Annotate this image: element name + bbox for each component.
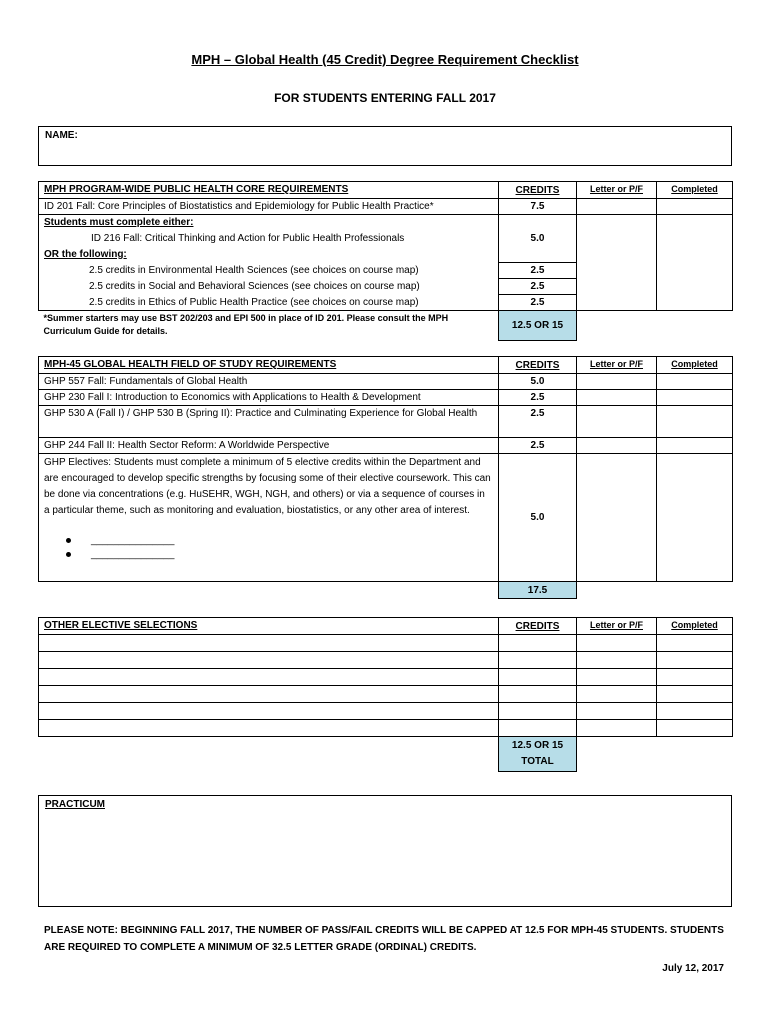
bullet-icon (66, 538, 71, 543)
field-completed-header: Completed (657, 357, 733, 374)
course-ghp530: GHP 530 A (Fall I) / GHP 530 B (Spring II): Practice and Culminating Experience for Global Health (39, 406, 499, 438)
letter-cell[interactable] (577, 703, 657, 720)
other-header: OTHER ELECTIVE SELECTIONS (39, 618, 499, 635)
letter-cell[interactable] (577, 406, 657, 438)
letter-cell[interactable] (577, 199, 657, 215)
letter-cell[interactable] (577, 720, 657, 737)
elective-entry-row[interactable] (39, 703, 499, 720)
letter-cell[interactable] (577, 215, 657, 311)
letter-cell[interactable] (577, 669, 657, 686)
field-credits-header: CREDITS (499, 357, 577, 374)
ghp-electives-text: GHP Electives: Students must complete a minimum of 5 elective credits within the Department and are encouraged to develop specific strengths by focusing some of their elective coursework. This can be done via concentrations (e.g. HuSEHR, WGH, NGH, and others) or via a sequence of courses in a particular theme, such as monitoring and evaluation, biostatistics, or any other area of interest. (44, 457, 491, 516)
completed-cell[interactable] (657, 720, 733, 737)
practicum-box[interactable] (38, 795, 732, 907)
course-ghp557: GHP 557 Fall: Fundamentals of Global Health (39, 374, 499, 390)
document-title: MPH – Global Health (45 Credit) Degree Requirement Checklist (191, 52, 579, 67)
letter-cell[interactable] (577, 635, 657, 652)
elective-blank-line: _______________ (91, 534, 175, 546)
core-total: 12.5 OR 15 (499, 311, 577, 341)
or-following-label: OR the following: (39, 247, 499, 263)
elective-entry-row[interactable] (39, 635, 499, 652)
field-header: MPH-45 GLOBAL HEALTH FIELD OF STUDY REQUIREMENTS (39, 357, 499, 374)
completed-cell[interactable] (657, 703, 733, 720)
course-id216: ID 216 Fall: Critical Thinking and Action for Public Health Professionals (39, 231, 499, 247)
completed-cell[interactable] (657, 686, 733, 703)
document-date: July 12, 2017 (662, 963, 724, 974)
credits-ghp530: 2.5 (499, 406, 577, 438)
elective-blank-line: _______________ (91, 548, 175, 560)
letter-cell[interactable] (577, 652, 657, 669)
please-note: PLEASE NOTE: BEGINNING FALL 2017, THE NUMBER OF PASS/FAIL CREDITS WILL BE CAPPED AT 12.5 FOR MPH-45 STUDENTS. STUDENTS ARE REQUIRED TO COMPLETE A MINIMUM OF 32.5 LETTER GRADE (ORDINAL) CREDITS. (44, 925, 724, 953)
credits-cell[interactable] (499, 703, 577, 720)
credits-cell[interactable] (499, 652, 577, 669)
name-box[interactable] (38, 126, 732, 166)
practicum-label: PRACTICUM (45, 799, 105, 810)
other-electives-table (38, 617, 733, 772)
credits-ghp230: 2.5 (499, 390, 577, 406)
completed-cell[interactable] (657, 390, 733, 406)
credits-ghp244: 2.5 (499, 438, 577, 454)
credits-cell[interactable] (499, 669, 577, 686)
elective-entry-row[interactable] (39, 669, 499, 686)
letter-cell[interactable] (577, 454, 657, 582)
option-ethics: 2.5 credits in Ethics of Public Health Practice (see choices on course map) (39, 295, 499, 311)
credits-id201: 7.5 (499, 199, 577, 215)
completed-cell[interactable] (657, 438, 733, 454)
field-total: 17.5 (499, 582, 577, 599)
credits-option3: 2.5 (499, 295, 577, 311)
letter-cell[interactable] (577, 390, 657, 406)
elective-entry-row[interactable] (39, 652, 499, 669)
completed-cell[interactable] (657, 215, 733, 311)
summer-note: *Summer starters may use BST 202/203 and EPI 500 in place of ID 201. Please consult the MPH Curriculum Guide for details. (43, 313, 449, 336)
other-credits-header: CREDITS (499, 618, 577, 635)
other-completed-header: Completed (657, 618, 733, 635)
course-ghp230: GHP 230 Fall I: Introduction to Economics with Applications to Health & Development (39, 390, 499, 406)
must-complete-label: Students must complete either: (39, 215, 499, 231)
credits-cell[interactable] (499, 686, 577, 703)
credits-option1: 2.5 (499, 263, 577, 279)
elective-entry-row[interactable] (39, 720, 499, 737)
credits-cell[interactable] (499, 635, 577, 652)
credits-cell[interactable] (499, 720, 577, 737)
letter-cell[interactable] (577, 374, 657, 390)
completed-cell[interactable] (657, 652, 733, 669)
name-label: NAME: (45, 130, 78, 141)
credits-electives: 5.0 (499, 454, 577, 582)
credits-id216: 5.0 (499, 215, 577, 263)
core-completed-header: Completed (657, 182, 733, 199)
core-requirements-table (38, 181, 733, 341)
elective-blank-2[interactable] (44, 547, 493, 561)
bullet-icon (66, 552, 71, 557)
core-header: MPH PROGRAM-WIDE PUBLIC HEALTH CORE REQUIREMENTS (39, 182, 499, 199)
elective-blank-1[interactable] (44, 533, 493, 547)
completed-cell[interactable] (657, 669, 733, 686)
field-requirements-table (38, 356, 733, 599)
course-id201: ID 201 Fall: Core Principles of Biostatistics and Epidemiology for Public Health Practice* (39, 199, 499, 215)
completed-cell[interactable] (657, 374, 733, 390)
option-environmental: 2.5 credits in Environmental Health Sciences (see choices on course map) (39, 263, 499, 279)
completed-cell[interactable] (657, 635, 733, 652)
letter-cell[interactable] (577, 438, 657, 454)
completed-cell[interactable] (657, 199, 733, 215)
completed-cell[interactable] (657, 406, 733, 438)
other-total-label: TOTAL (521, 756, 554, 767)
option-social: 2.5 credits in Social and Behavioral Sciences (see choices on course map) (39, 279, 499, 295)
course-ghp244: GHP 244 Fall II: Health Sector Reform: A Worldwide Perspective (39, 438, 499, 454)
core-letter-header: Letter or P/F (577, 182, 657, 199)
completed-cell[interactable] (657, 454, 733, 582)
letter-cell[interactable] (577, 686, 657, 703)
document-subtitle: FOR STUDENTS ENTERING FALL 2017 (274, 91, 496, 105)
credits-ghp557: 5.0 (499, 374, 577, 390)
other-total-value: 12.5 OR 15 (511, 740, 564, 751)
elective-entry-row[interactable] (39, 686, 499, 703)
core-credits-header: CREDITS (499, 182, 577, 199)
field-letter-header: Letter or P/F (577, 357, 657, 374)
other-letter-header: Letter or P/F (577, 618, 657, 635)
credits-option2: 2.5 (499, 279, 577, 295)
other-total (499, 737, 577, 772)
